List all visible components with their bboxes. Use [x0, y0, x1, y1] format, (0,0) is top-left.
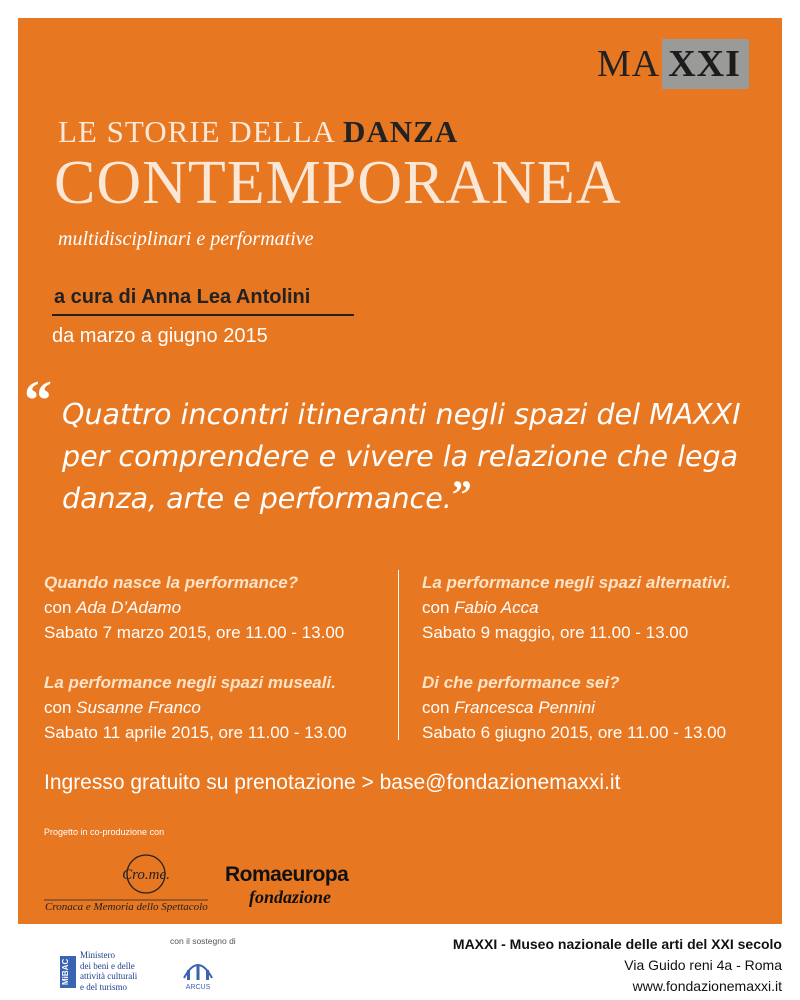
event-with: con [422, 698, 455, 717]
coproduction-label: Progetto in co-produzione con [44, 827, 165, 837]
event-date: Sabato 6 giugno 2015, ore 11.00 - 13.00 [422, 723, 727, 742]
curator-underline [52, 314, 354, 316]
column-divider [398, 570, 399, 740]
event-date: Sabato 9 maggio, ore 11.00 - 13.00 [422, 623, 689, 642]
museum-website[interactable]: www.fondazionemaxxi.it [632, 978, 782, 994]
event-1 [44, 570, 344, 645]
event-date: Sabato 7 marzo 2015, ore 11.00 - 13.00 [44, 623, 345, 642]
event-title: La performance negli spazi alternativi. [422, 573, 731, 592]
arcus-logo-icon [178, 946, 218, 992]
curator: a cura di Anna Lea Antolini [54, 286, 311, 308]
event-speaker: Ada D’Adamo [76, 598, 182, 617]
museum-address: Via Guido reni 4a - Roma [624, 957, 782, 973]
logo-part-b: XXI [662, 39, 749, 89]
event-speaker-line [44, 695, 347, 720]
crome-logo-graphic [42, 852, 212, 912]
museum-name: MAXXI - Museo nazionale delle arti del XXI secolo [452, 936, 782, 952]
logo-part-a: MA [595, 39, 662, 89]
event-with: con [44, 598, 77, 617]
romaeuropa-fondazione: fondazione [249, 887, 332, 907]
title-subtitle: multidisciplinari e performative [58, 228, 314, 250]
event-speaker-line [422, 595, 731, 620]
event-speaker: Fabio Acca [454, 598, 539, 617]
open-quote-mark: “ [24, 370, 52, 432]
event-speaker-line [44, 595, 344, 620]
mibac-line: attività culturali [80, 971, 138, 981]
quote-body: Quattro incontri itineranti negli spazi del MAXXI per comprendere e vivere la relazione che lega danza, arte e performance. [62, 398, 741, 515]
mibac-line: Ministero [80, 950, 115, 960]
date-range: da marzo a giugno 2015 [52, 325, 268, 347]
mibac-text [80, 950, 137, 992]
mibac-line: e del turismo [80, 981, 127, 992]
quote-text [62, 394, 772, 520]
event-3 [44, 670, 347, 745]
admission-info: Ingresso gratuito su prenotazione > base@fondazionemaxxi.it [44, 771, 621, 794]
museum-address-block [453, 934, 782, 997]
event-speaker-line [422, 695, 726, 720]
mibac-mark: MiBAC [61, 958, 70, 985]
event-speaker: Francesca Pennini [454, 698, 595, 717]
title-line-1 [58, 114, 458, 150]
event-with: con [422, 598, 455, 617]
event-speaker: Susanne Franco [76, 698, 201, 717]
maxxi-logo [595, 39, 749, 89]
arcus-label: ARCUS [185, 984, 211, 991]
close-quote-mark: ” [451, 472, 472, 517]
event-date: Sabato 11 aprile 2015, ore 11.00 - 13.00 [44, 723, 347, 742]
event-2 [422, 570, 731, 645]
event-with: con [44, 698, 77, 717]
event-title: Quando nasce la performance? [44, 573, 299, 592]
mibac-line: dei beni e delle [80, 960, 135, 971]
title-prefix: LE STORIE DELLA [58, 114, 343, 149]
event-title: Di che performance sei? [422, 673, 620, 692]
crome-logo [42, 852, 212, 912]
title-main: CONTEMPORANEA [54, 149, 622, 217]
event-title: La performance negli spazi museali. [44, 673, 336, 692]
event-4 [422, 670, 726, 745]
title-bold: DANZA [342, 114, 459, 149]
poster [18, 18, 782, 924]
romaeuropa-logo [225, 863, 375, 907]
romaeuropa-name: Romaeuropa [225, 863, 349, 886]
support-label: con il sostegno di [170, 936, 236, 946]
crome-mark: Cro.me. [122, 867, 170, 883]
crome-caption: Cronaca e Memoria dello Spettacolo [45, 901, 208, 912]
